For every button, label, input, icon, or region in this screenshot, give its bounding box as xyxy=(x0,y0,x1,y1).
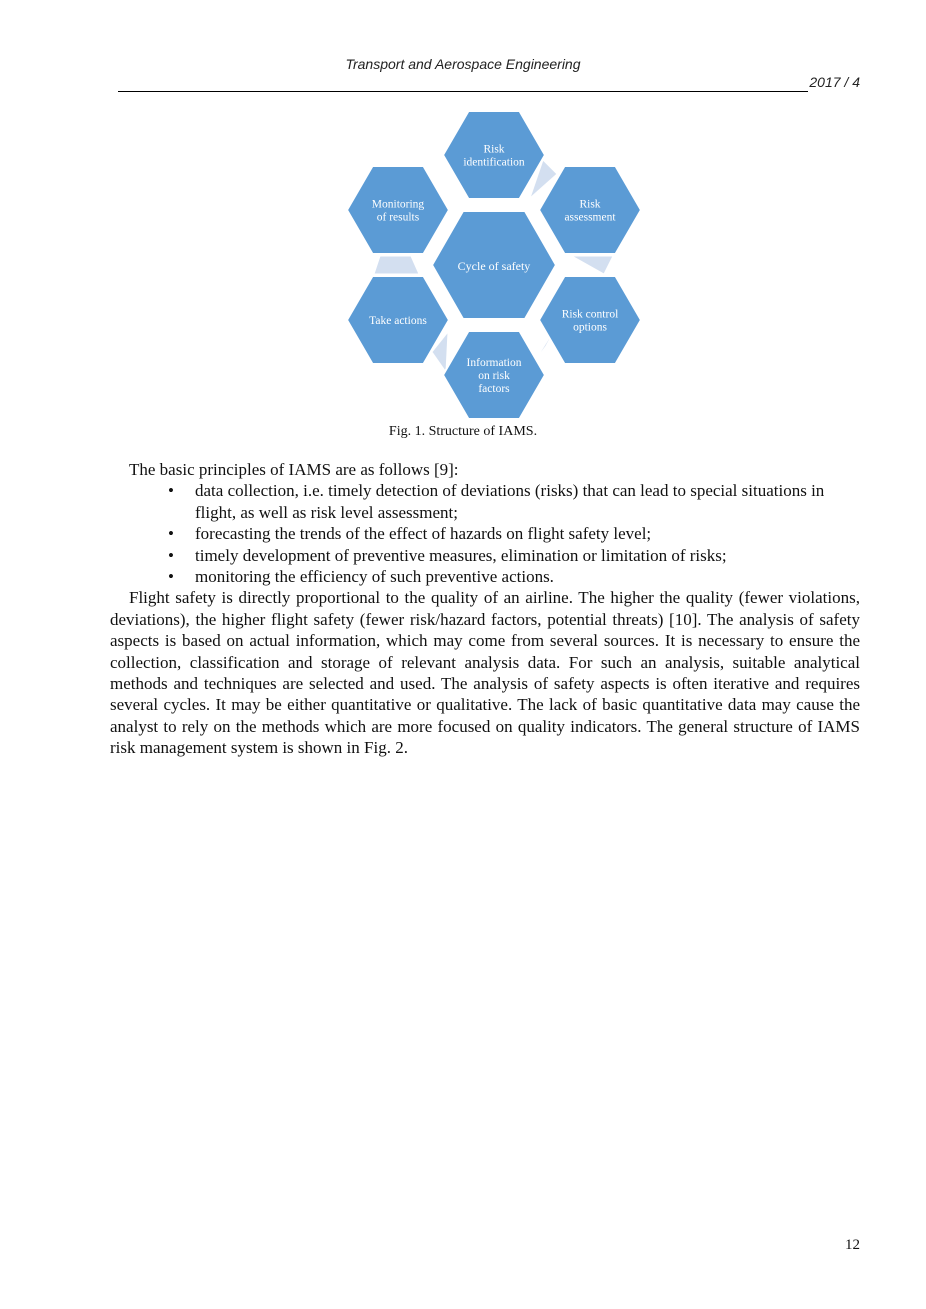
journal-title: Transport and Aerospace Engineering xyxy=(345,56,581,72)
cycle-diagram xyxy=(0,0,926,430)
intro-paragraph: The basic principles of IAMS are as follows [9]: xyxy=(129,460,459,479)
principles-list xyxy=(110,480,860,587)
figure-caption: Fig. 1. Structure of IAMS. xyxy=(388,424,538,439)
body-text xyxy=(110,459,860,759)
hexagon-label-risk-assessment: Risk xyxy=(579,198,601,211)
hexagon-label-information-on-risk-factors: Information xyxy=(466,357,522,369)
center-label: Cycle of safety xyxy=(457,259,531,273)
issue-number: 2017 / 4 xyxy=(809,74,860,90)
list-item-text: data collection, i.e. timely detection of deviations (risks) that can lead to special situations in flight, as well as risk level assessment; xyxy=(195,481,825,522)
hexagon-label-take-actions: Take actions xyxy=(369,315,427,327)
list-item xyxy=(110,566,860,587)
hexagon-label-monitoring-of-results: of results xyxy=(376,211,420,224)
hexagon-label-risk-control-options: options xyxy=(573,321,607,334)
figure-iams-structure xyxy=(0,0,926,430)
list-item xyxy=(110,480,860,523)
cycle-connector-5 xyxy=(374,256,419,274)
list-item-text: timely development of preventive measures, elimination or limitation of risks; xyxy=(195,545,727,565)
hexagon-label-monitoring-of-results: Monitoring xyxy=(371,198,425,211)
list-item xyxy=(110,523,860,544)
hexagon-label-information-on-risk-factors: on risk xyxy=(478,370,510,382)
list-item-text: monitoring the efficiency of such preventive actions. xyxy=(195,567,554,587)
hexagon-label-risk-control-options: Risk control xyxy=(561,308,619,321)
hexagon-label-risk-identification: Risk xyxy=(483,143,505,156)
bullet-icon: • xyxy=(168,524,174,544)
page-number: 12 xyxy=(845,1237,860,1253)
bullet-icon: • xyxy=(168,545,174,565)
body-paragraph: Flight safety is directly proportional to the quality of an airline. The higher the quality (fewer violations, deviations), the higher flight safety (fewer risk/hazard factors, potential threats) [10]. The analysis of safety aspects is based on actual information, which may come from several sources. It is necessary to ensure the collection, classification and storage of relevant analysis data. For such an analysis, suitable analytical methods and techniques are selected and used. The analysis of safety aspects is often iterative and requires several cycles. It may be either quantitative or qualitative. The lack of basic quantitative data may cause the analyst to rely on the methods which are more focused on quality indicators. The general structure of IAMS risk management system is shown in Fig. 2. xyxy=(110,588,860,758)
list-item xyxy=(110,545,860,566)
bullet-icon: • xyxy=(168,481,174,501)
hexagon-label-risk-identification: identification xyxy=(463,156,525,169)
cycle-connector-2 xyxy=(572,256,613,274)
list-item-text: forecasting the trends of the effect of hazards on flight safety level; xyxy=(195,524,652,544)
hexagon-label-risk-assessment: assessment xyxy=(564,211,616,224)
hexagon-label-information-on-risk-factors: factors xyxy=(478,383,510,395)
bullet-icon: • xyxy=(168,567,174,587)
